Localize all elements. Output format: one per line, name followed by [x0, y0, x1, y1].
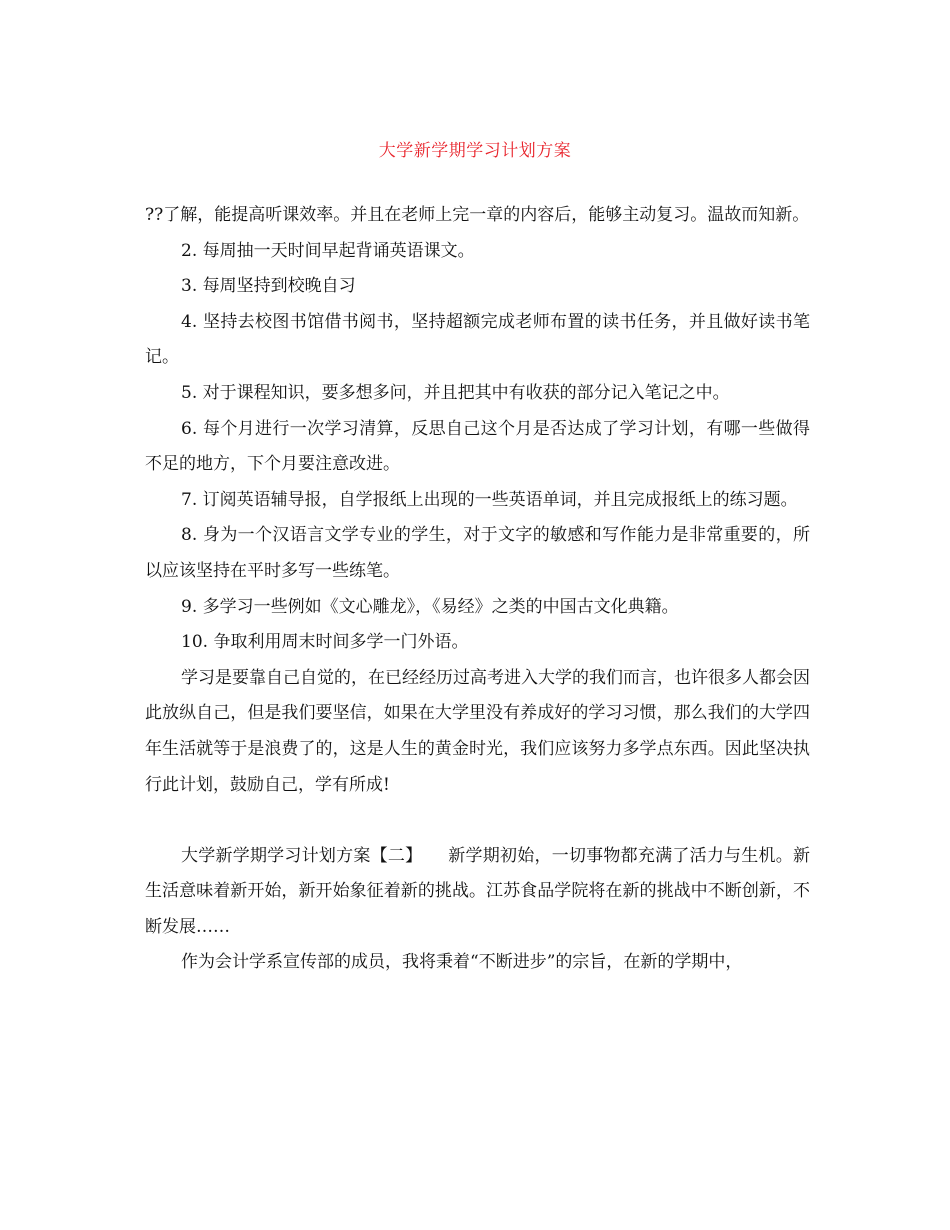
list-item-10: 10. 争取利用周末时间多学一门外语。 — [181, 632, 469, 653]
list-item-8: 8. 身为一个汉语言文学专业的学生，对于文字的敏感和写作能力是非常重要的，所以应该坚持在平时多写一些练笔。 — [145, 525, 810, 581]
list-item-2: 2. 每周抽一天时间早起背诵英语课文。 — [181, 240, 475, 261]
list-item-9: 9. 多学习一些例如《文心雕龙》，《易经》之类的中国古文化典籍。 — [181, 596, 679, 617]
paragraph-continuation: ??了解，能提高听课效率。并且在老师上完一章的内容后，能够主动复习。温故而知新。 — [145, 205, 810, 225]
section-two-intro: 大学新学期学习计划方案【二】 新学期初始，一切事物都充满了活力与生机。新生活意味着新开始，新开始象征着新的挑战。江苏食品学院将在新的挑战中不断创新，不断发展…… — [145, 845, 810, 937]
document-body — [145, 198, 810, 981]
list-item-6: 6. 每个月进行一次学习清算，反思自己这个月是否达成了学习计划，有哪一些做得不足的地方，下个月要注意改进。 — [145, 418, 810, 475]
section-gap — [145, 803, 810, 839]
list-item-7: 7. 订阅英语辅导报，自学报纸上出现的一些英语单词，并且完成报纸上的练习题。 — [181, 489, 798, 510]
list-item-5: 5. 对于课程知识，要多想多问，并且把其中有收获的部分记入笔记之中。 — [181, 382, 730, 403]
section-two-paragraph: 作为会计学系宣传部的成员，我将秉着“不断进步”的宗旨，在新的学期中， — [181, 952, 743, 973]
list-item-3: 3. 每周坚持到校晚自习 — [181, 276, 356, 297]
list-item-4: 4. 坚持去校图书馆借书阅书，坚持超额完成老师布置的读书任务，并且做好读书笔记。 — [145, 311, 810, 368]
conclusion-paragraph: 学习是要靠自己自觉的，在已经经历过高考进入大学的我们而言，也许很多人都会因此放纵自己，但是我们要坚信，如果在大学里没有养成好的学习习惯，那么我们的大学四年生活就等于是浪费了的，这是人生的黄金时光，我们应该努力多学点东西。因此坚决执行此计划，鼓励自己，学有所成! — [145, 667, 810, 795]
document-title: 大学新学期学习计划方案 — [378, 141, 572, 161]
